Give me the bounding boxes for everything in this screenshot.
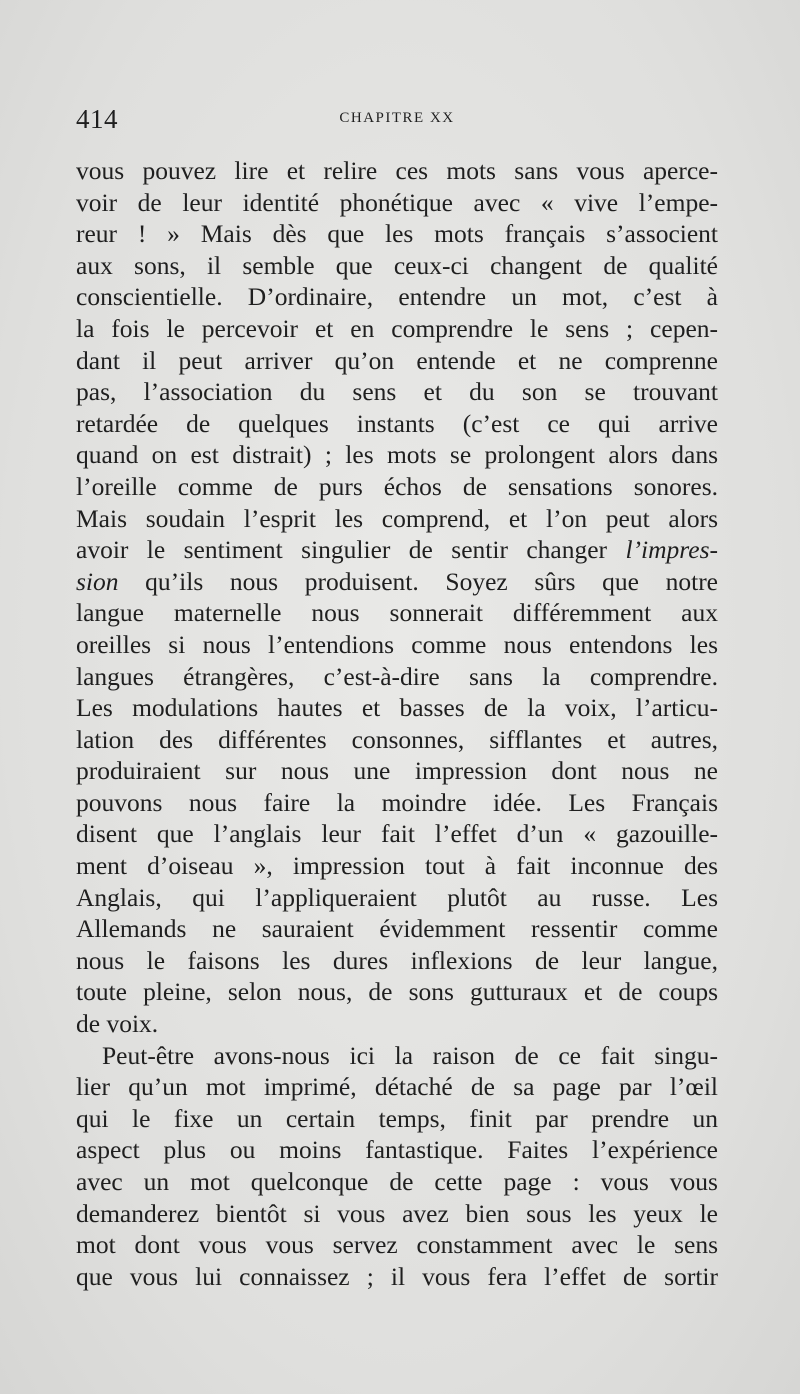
text-line — [76, 534, 718, 566]
text-line: voir de leur identité phonétique avec « vive l’empe- — [76, 187, 718, 217]
text-line: la fois le percevoir et en comprendre le sens ; cepen- — [76, 313, 718, 343]
text-line: produiraient sur nous une impression dont nous ne — [76, 756, 718, 786]
text-line: dant il peut arriver qu’on entende et ne comprenne — [76, 345, 718, 375]
text-line: de voix. — [76, 1009, 159, 1039]
text-line: quand on est distrait) ; les mots se prolongent alors dans — [76, 440, 718, 470]
running-head — [76, 104, 718, 140]
text-line: que vous lui connaissez ; il vous fera l’effet de sortir — [76, 1261, 718, 1291]
text-line: mot dont vous vous servez constamment avec le sens — [76, 1230, 718, 1260]
text-line: oreilles si nous l’entendions comme nous entendons les — [76, 629, 718, 659]
text-run: avoir le sentiment singulier de sentir changer — [76, 535, 608, 565]
text-line: Mais soudain l’esprit les comprend, et l’on peut alors — [76, 503, 718, 533]
italic-text: sion — [76, 566, 119, 596]
chapter-title: CHAPITRE XX — [339, 110, 455, 126]
text-line: avec un mot quelconque de cette page : vous vous — [76, 1167, 718, 1196]
text-line: aspect plus ou moins fantastique. Faites l’expérience — [76, 1135, 718, 1165]
text-line: Les modulations hautes et basses de la voix, l’articu- — [76, 693, 718, 723]
text-line: lier qu’un mot imprimé, détaché de sa page par l’œil — [76, 1072, 718, 1102]
text-line: conscientielle. D’ordinaire, entendre un mot, c’est à — [76, 282, 718, 312]
text-line: Peut-être avons-nous ici la raison de ce fait singu- — [102, 1040, 718, 1070]
text-line: pas, l’association du sens et du son se trouvant — [76, 377, 718, 407]
text-line — [76, 566, 718, 598]
text-run: qu’ils nous produisent. Soyez sûrs que notre — [145, 566, 719, 596]
body-text — [76, 155, 718, 1292]
text-line: pouvons nous faire la moindre idée. Les Français — [76, 787, 718, 817]
text-line: aux sons, il semble que ceux-ci changent de qualité — [76, 250, 718, 280]
text-line: retardée de quelques instants (c’est ce qui arrive — [76, 408, 718, 438]
text-line: toute pleine, selon nous, de sons gutturaux et de coups — [76, 977, 718, 1007]
page-number: 414 — [76, 104, 118, 134]
italic-text: l’impres- — [625, 535, 718, 565]
text-line: lation des différentes consonnes, sifflantes et autres, — [76, 724, 718, 754]
text-line: nous le faisons les dures inflexions de leur langue, — [76, 945, 718, 975]
text-line: langue maternelle nous sonnerait différemment aux — [76, 598, 718, 628]
text-line: Allemands ne sauraient évidemment ressentir comme — [76, 914, 718, 944]
text-line: demanderez bientôt si vous avez bien sous les yeux le — [76, 1198, 718, 1228]
text-line: l’oreille comme de purs échos de sensations sonores. — [76, 471, 718, 501]
text-line: reur ! » Mais dès que les mots français s’associent — [76, 219, 718, 249]
text-line: Anglais, qui l’appliqueraient plutôt au russe. Les — [76, 882, 718, 912]
text-line: disent que l’anglais leur fait l’effet d’un « gazouille- — [76, 819, 718, 849]
text-line: ment d’oiseau », impression tout à fait inconnue des — [76, 851, 718, 881]
text-line: langues étrangères, c’est-à-dire sans la comprendre. — [76, 661, 718, 691]
text-line: vous pouvez lire et relire ces mots sans vous aperce- — [76, 156, 718, 185]
text-line: qui le fixe un certain temps, finit par prendre un — [76, 1103, 718, 1133]
